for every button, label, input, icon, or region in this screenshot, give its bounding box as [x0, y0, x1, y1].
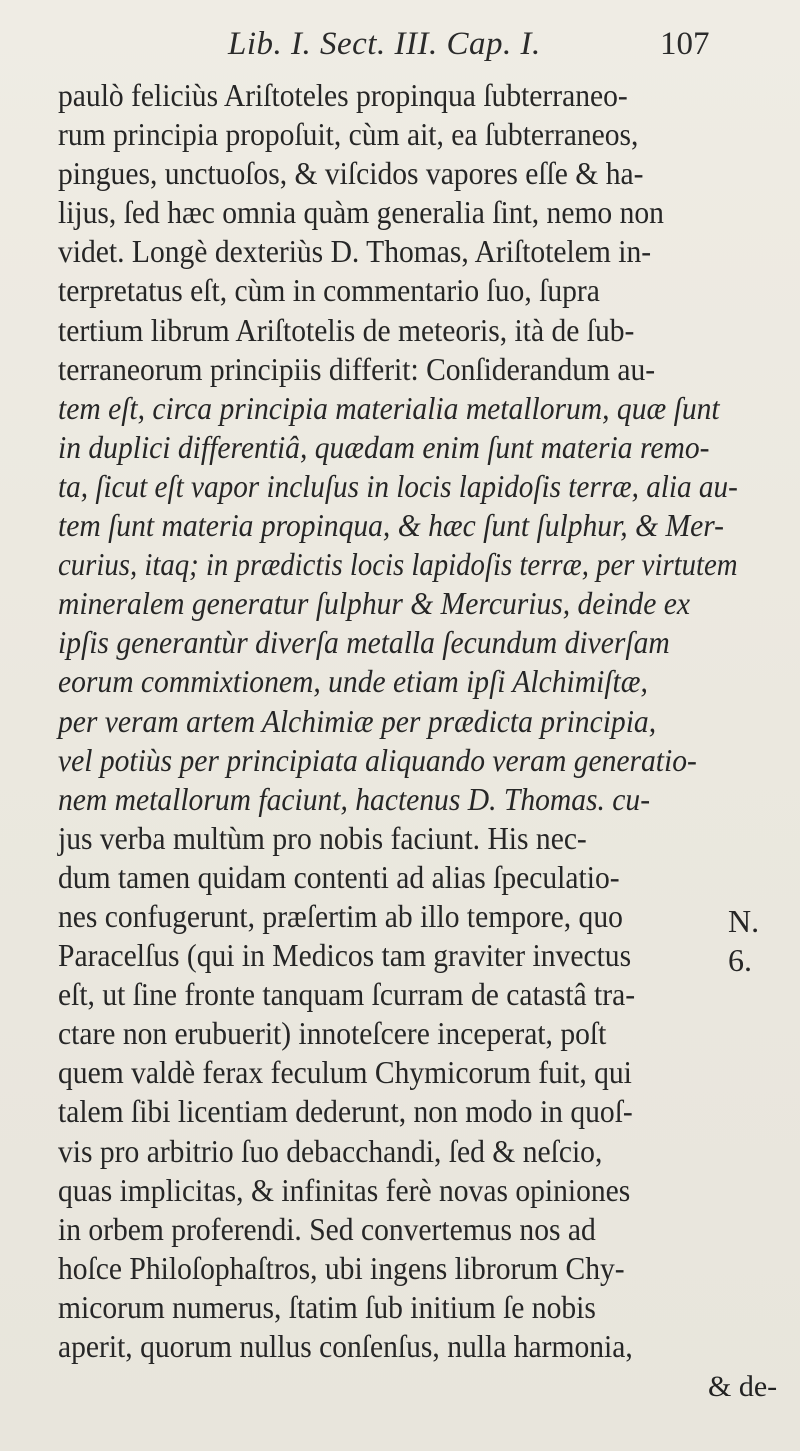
text-line: paulò feliciùs Ariſtoteles propinqua ſubterraneo- [58, 77, 628, 113]
text-line: jus verba multùm pro nobis faciunt. His nec- [58, 819, 587, 856]
text-line: nem metallorum faciunt, hactenus D. Thomas. cu- [58, 780, 651, 817]
text-line: Paracelſus (qui in Medicos tam graviter invectus [58, 937, 632, 974]
text-line: videt. Longè dexteriùs D. Thomas, Ariſtotelem in- [58, 233, 652, 270]
text-line: vel potiùs per principiata aliquando veram generatio- [58, 741, 697, 778]
text-line: curius, itaq; in prædictis locis lapidoſis terræ, per virtutem [58, 546, 738, 583]
running-title: Lib. I. Sect. III. Cap. I. [228, 26, 541, 62]
text-line: dum tamen quidam contenti ad alias ſpeculatio- [58, 858, 620, 895]
text-line: tem ſunt materia propinqua, & hæc ſunt ſulphur, & Mer- [58, 507, 724, 544]
text-line: eſt, ut ſine fronte tanquam ſcurram de catastâ tra- [58, 976, 636, 1013]
text-line: terpretatus eſt, cùm in commentario ſuo, ſupra [58, 272, 600, 309]
text-line: tertium librum Ariſtotelis de meteoris, ità de ſub- [58, 311, 635, 348]
text-line: quem valdè ferax feculum Chymicorum fuit, qui [58, 1054, 632, 1091]
text-line: eorum commixtionem, unde etiam ipſi Alchimiſtæ, [58, 663, 648, 700]
page-number: 107 [660, 26, 710, 62]
text-block [58, 76, 794, 1366]
text-line: nes confugerunt, præſertim ab illo tempore, quo [58, 897, 623, 934]
text-line: vis pro arbitrio ſuo debacchandi, ſed & neſcio, [58, 1132, 603, 1169]
margin-note-line-2: 6. [728, 942, 752, 978]
text-line: micorum numerus, ſtatim ſub initium ſe nobis [58, 1288, 596, 1325]
text-line: lijus, ſed hæc omnia quàm generalia ſint, nemo non [58, 194, 664, 231]
text-line: mineralem generatur ſulphur & Mercurius, deinde ex [58, 585, 690, 622]
text-line: ta, ſicut eſt vapor incluſus in locis lapidoſis terræ, alia au- [58, 467, 738, 504]
text-line: rum principia propoſuit, cùm ait, ea ſubterraneos, [58, 116, 639, 153]
catchword: & de- [708, 1370, 778, 1403]
text-line: terraneorum principiis differit: Conſiderandum au- [58, 350, 656, 387]
margin-note-line-1: N. [728, 903, 760, 939]
text-line: in orbem proferendi. Sed convertemus nos ad [58, 1210, 596, 1247]
text-line: quas implicitas, & infinitas ferè novas opiniones [58, 1171, 631, 1208]
text-line: per veram artem Alchimiæ per prædicta principia, [58, 702, 657, 739]
text-line: aperit, quorum nullus conſenſus, nulla harmonia, [58, 1328, 633, 1364]
text-line: in duplici differentiâ, quædam enim ſunt materia remo- [58, 428, 710, 465]
text-line: pingues, unctuoſos, & viſcidos vapores eſſe & ha- [58, 155, 644, 192]
text-line: talem ſibi licentiam dederunt, non modo in quoſ- [58, 1093, 633, 1130]
text-line: hoſce Philoſophaſtros, ubi ingens librorum Chy- [58, 1249, 625, 1286]
text-line: tem eſt, circa principia materialia metallorum, quæ ſunt [58, 389, 720, 426]
text-line: ctare non erubuerit) innoteſcere inceperat, poſt [58, 1015, 607, 1052]
page-header [0, 14, 800, 74]
text-line: ipſis generantùr diverſa metalla ſecundum diverſam [58, 624, 670, 661]
